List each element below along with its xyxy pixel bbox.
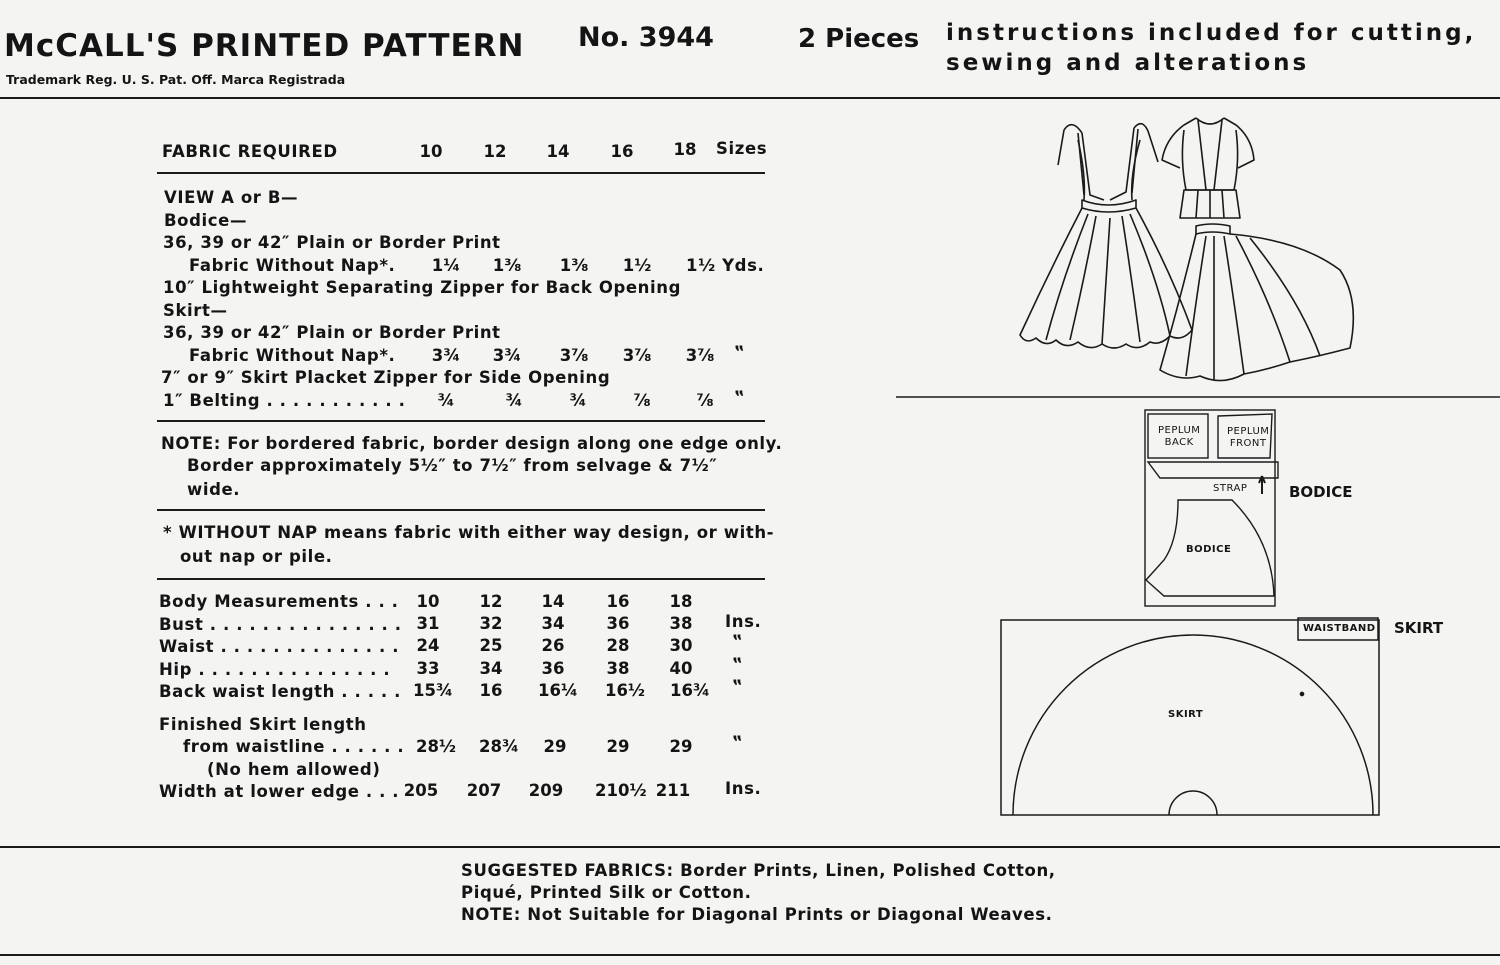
fab1-value: 1⅜	[492, 256, 522, 275]
fabric-heading: FABRIC REQUIRED	[162, 142, 338, 161]
view-label: VIEW A or B—	[164, 188, 299, 207]
fab1-value-last: 1½ Yds.	[686, 256, 765, 275]
width-unit: Ins.	[725, 779, 762, 798]
skirt-layout-title: SKIRT	[1394, 619, 1444, 637]
fab1-value: 1½	[622, 256, 652, 275]
waist-semicircle	[1169, 791, 1217, 815]
bodice-piece-label: BODICE	[1186, 544, 1232, 555]
from-waist-value: 29	[543, 737, 567, 756]
body-size: 14	[541, 592, 565, 611]
from-waist-value: 28½	[415, 737, 457, 756]
measure-value: 34	[541, 614, 565, 633]
measure-value: 25	[479, 636, 503, 655]
from-waist-value: 28¾	[478, 737, 520, 756]
nap-note-line-2: out nap or pile.	[180, 547, 333, 566]
size-col: 16	[610, 142, 634, 161]
fab2-value: 3¾	[431, 346, 461, 365]
size-col: 12	[483, 142, 507, 161]
measure-value: 24	[416, 636, 440, 655]
width-label: Width at lower edge . . .	[159, 782, 400, 801]
belting-value: ¾	[437, 391, 455, 410]
peplum-front-text-2: FRONT	[1229, 438, 1267, 449]
width-value: 205	[403, 781, 439, 800]
from-waist-label: from waistline . . . . . .	[183, 737, 405, 756]
width-value: 209	[528, 781, 564, 800]
measure-value: 28	[606, 636, 630, 655]
strap-arrow	[1259, 476, 1265, 494]
fab2-value: 3⅞	[685, 346, 715, 365]
peplum-front-text-1: PEPLUM	[1227, 426, 1270, 437]
size-col: 10	[419, 142, 443, 161]
measure-value: 31	[416, 614, 440, 633]
suggested-line-1: SUGGESTED FABRICS: Border Prints, Linen, Polished Cotton,	[461, 861, 1056, 880]
measure-label: Bust . . . . . . . . . . . . . . .	[159, 615, 402, 634]
border-note-line-1: NOTE: For bordered fabric, border design along one edge only.	[161, 434, 783, 453]
width-value: 211	[655, 781, 691, 800]
width-value: 207	[466, 781, 502, 800]
plain-print-1: 36, 39 or 42″ Plain or Border Print	[163, 233, 501, 252]
fabric-without-nap-2: Fabric Without Nap*.	[189, 346, 396, 365]
measure-label: Back waist length . . . . .	[159, 682, 401, 701]
no-hem-note: (No hem allowed)	[207, 760, 381, 779]
bodice-label: Bodice—	[164, 211, 248, 230]
waistband-label: WAISTBAND	[1303, 623, 1376, 634]
fabric-without-nap-1: Fabric Without Nap*.	[189, 256, 396, 275]
from-waist-unit: ‟	[732, 733, 744, 752]
measure-value: 30	[669, 636, 693, 655]
measure-value: 33	[416, 659, 440, 678]
measure-value: 34	[479, 659, 503, 678]
body-size: 12	[479, 592, 503, 611]
belting-value: ¾	[505, 391, 523, 410]
measure-unit: ‟	[732, 655, 744, 674]
suggested-fabrics	[461, 860, 1056, 926]
measure-value: 15¾	[412, 681, 454, 700]
body-heading: Body Measurements . . .	[159, 592, 399, 611]
fab2-value: 3⅞	[559, 346, 589, 365]
measure-unit: ‟	[732, 677, 744, 696]
measure-value: 36	[606, 614, 630, 633]
from-waist-value: 29	[669, 737, 693, 756]
belting-value: ⅞	[696, 391, 714, 410]
bodice-layout-title: BODICE	[1289, 483, 1353, 501]
trademark-text: Trademark Reg. U. S. Pat. Off. Marca Registrada	[6, 72, 346, 87]
footer-top-rule	[0, 846, 1500, 848]
instructions-line-1: instructions included for cutting,	[946, 20, 1477, 46]
pattern-number: No. 3944	[578, 22, 714, 53]
zipper-back: 10″ Lightweight Separating Zipper for Back Opening	[163, 278, 682, 297]
belting-label: 1″ Belting . . . . . . . . . . .	[163, 391, 406, 410]
measure-value: 16¾	[669, 681, 711, 700]
body-size: 16	[606, 592, 630, 611]
measure-value: 40	[669, 659, 693, 678]
peplum-back-text-2: BACK	[1164, 437, 1194, 448]
strap-label: STRAP	[1213, 483, 1248, 494]
finished-skirt-label: Finished Skirt length	[159, 715, 367, 734]
measure-value: 36	[541, 659, 565, 678]
plain-print-2: 36, 39 or 42″ Plain or Border Print	[163, 323, 501, 342]
peplum-front-label	[1227, 426, 1269, 450]
fab1-value: 1⅜	[559, 256, 589, 275]
size-col: 14	[546, 142, 570, 161]
dress-view-b-illustration	[1160, 118, 1353, 381]
measure-unit: Ins.	[725, 612, 762, 631]
peplum-back-text-1: PEPLUM	[1158, 425, 1201, 436]
nap-note-line-1: * WITHOUT NAP means fabric with either way design, or with-	[163, 523, 775, 542]
fab1-value: 1¼	[431, 256, 461, 275]
belting-value: ¾	[569, 391, 587, 410]
measure-value: 38	[669, 614, 693, 633]
measure-label: Waist . . . . . . . . . . . . . .	[159, 637, 400, 656]
skirt-label: Skirt—	[163, 301, 228, 320]
belting-value: ⅞	[633, 391, 651, 410]
measure-label: Hip . . . . . . . . . . . . . . .	[159, 660, 391, 679]
brand-title: McCALL'S PRINTED PATTERN	[4, 28, 525, 64]
fab2-value: 3¾	[492, 346, 522, 365]
body-size: 18	[669, 592, 693, 611]
measure-value: 16¼	[537, 681, 579, 700]
belting-unit: ‟	[734, 388, 746, 407]
footer-bottom-rule	[0, 954, 1500, 956]
fab2-value: 3⅞	[622, 346, 652, 365]
measure-unit: ‟	[732, 632, 744, 651]
size-col: 18	[673, 140, 697, 159]
dress-view-a-illustration	[1020, 124, 1192, 348]
measure-value: 26	[541, 636, 565, 655]
width-value: 210½	[595, 781, 647, 800]
measure-value: 16	[479, 681, 503, 700]
strap-piece	[1148, 462, 1278, 478]
from-waist-value: 29	[606, 737, 630, 756]
instructions-line-2: sewing and alterations	[946, 50, 1310, 76]
sizes-label: Sizes	[716, 139, 768, 158]
suggested-line-2: Piqué, Printed Silk or Cotton.	[461, 883, 752, 902]
suggested-line-3: NOTE: Not Suitable for Diagonal Prints or Diagonal Weaves.	[461, 905, 1053, 924]
body-size: 10	[416, 592, 440, 611]
pieces-count: 2 Pieces	[798, 24, 920, 54]
zipper-side: 7″ or 9″ Skirt Placket Zipper for Side Opening	[161, 368, 611, 387]
measure-value: 16½	[604, 681, 646, 700]
fab2-unit: ‟	[734, 343, 746, 362]
measure-value: 32	[479, 614, 503, 633]
measure-value: 38	[606, 659, 630, 678]
peplum-back-label	[1158, 425, 1200, 449]
skirt-piece-label: SKIRT	[1168, 709, 1204, 720]
skirt-semicircle	[1013, 635, 1373, 815]
notch-dot	[1300, 692, 1303, 695]
border-note-line-2: Border approximately 5½″ to 7½″ from selvage & 7½″	[187, 456, 718, 475]
border-note-line-3: wide.	[187, 480, 241, 499]
